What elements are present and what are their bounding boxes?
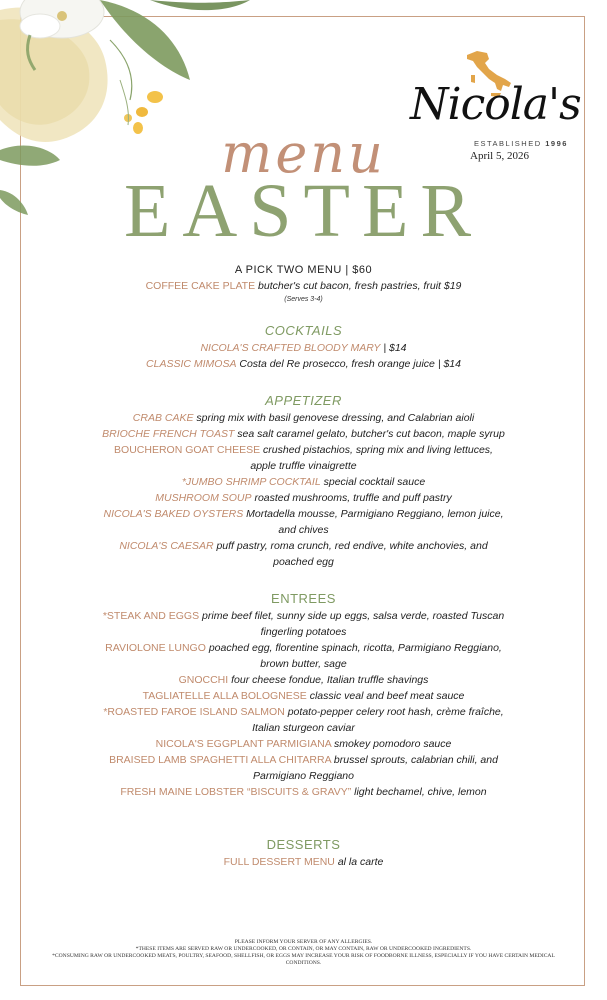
item-desc: roasted mushrooms, truffle and puff pastry: [254, 492, 452, 504]
item-name: CRAB CAKE: [132, 412, 194, 424]
item-desc: smokey pomodoro sauce: [334, 738, 452, 750]
disclaimer-foodborne: *CONSUMING RAW OR UNDERCOOKED MEATS, POULTRY, SEAFOOD, SHELLFISH, OR EGGS MAY INCREASE YOUR RISK OF FOODBORNE ILLNESS, ESPECIALLY IF YOU HAVE CERTAIN MEDICAL CONDITIONS.: [52, 953, 555, 966]
item-name: GNOCCHI: [178, 674, 229, 686]
item-name: NICOLA'S CRAFTED BLOODY MARY: [200, 342, 381, 354]
item-name: NICOLA'S EGGPLANT PARMIGIANA: [155, 738, 332, 750]
item-name: *STEAK AND EGGS: [102, 610, 200, 622]
item-desc: Costa del Re prosecco, fresh orange juice | $14: [239, 358, 461, 370]
item-desc: sea salt caramel gelato, butcher's cut bacon, maple syrup: [237, 428, 505, 440]
menu-item: [0, 854, 607, 870]
item-desc: puff pastry, roma crunch, red endive, white anchovies, and poached egg: [216, 540, 488, 568]
item-desc: classic veal and beef meat sauce: [309, 690, 465, 702]
disclaimer-raw-items: *THESE ITEMS ARE SERVED RAW OR UNDERCOOKED, OR CONTAIN, OR MAY CONTAIN, RAW OR UNDERCOOKED INGREDIENTS.: [135, 946, 472, 952]
item-name: *JUMBO SHRIMP COCKTAIL: [181, 476, 321, 488]
menu-item: [0, 538, 607, 570]
item-desc: crushed pistachios, spring mix and living lettuces, apple truffle vinaigrette: [250, 444, 493, 472]
menu-item: [0, 442, 607, 474]
section-title-cocktails: COCKTAILS: [264, 323, 343, 338]
menu-item: [0, 474, 607, 490]
item-desc: spring mix with basil genovese dressing, and Calabrian aioli: [196, 412, 475, 424]
established-year: 1996: [545, 139, 568, 148]
menu-item: [0, 340, 607, 356]
item-name: MUSHROOM SOUP: [155, 492, 252, 504]
item-desc: | $14: [383, 342, 407, 354]
coffee-cake-item: [0, 278, 607, 294]
pick-two-line: A PICK TWO MENU | $60: [234, 264, 373, 276]
menu-content: [0, 262, 607, 870]
menu-item: [0, 426, 607, 442]
menu-item: [0, 672, 607, 688]
section-title-appetizer: APPETIZER: [265, 393, 342, 408]
menu-item: [0, 736, 607, 752]
disclaimer-allergies: PLEASE INFORM YOUR SERVER OF ANY ALLERGIES.: [234, 939, 373, 945]
disclaimer: [40, 939, 567, 967]
item-desc: Mortadella mousse, Parmigiano Reggiano, lemon juice, and chives: [246, 508, 504, 536]
item-desc: prime beef filet, sunny side up eggs, salsa verde, roasted Tuscan fingerling potatoes: [202, 610, 505, 638]
item-name: BOUCHERON GOAT CHEESE: [114, 444, 261, 456]
menu-item: [0, 640, 607, 672]
item-name: CLASSIC MIMOSA: [146, 358, 237, 370]
item-name: BRAISED LAMB SPAGHETTI ALLA CHITARRA: [109, 754, 331, 766]
item-name: NICOLA'S CAESAR: [119, 540, 214, 552]
item-desc: brussel sprouts, calabrian chili, and Parmigiano Reggiano: [253, 754, 498, 782]
item-name: *ROASTED FAROE ISLAND SALMON: [103, 706, 285, 718]
item-name: FRESH MAINE LOBSTER “BISCUITS & GRAVY”: [120, 786, 352, 798]
serves-note: (Serves 3-4): [284, 296, 323, 303]
menu-item: [0, 506, 607, 538]
menu-item: [0, 752, 607, 784]
item-desc: poached egg, florentine spinach, ricotta, Parmigiano Reggiano, brown butter, sage: [208, 642, 502, 670]
menu-item: [0, 704, 607, 736]
item-name: FULL DESSERT MENU: [223, 856, 335, 868]
menu-item: [0, 410, 607, 426]
item-desc: butcher's cut bacon, fresh pastries, fruit $19: [258, 280, 462, 292]
section-title-entrees: ENTREES: [271, 591, 336, 606]
established-label: ESTABLISHED: [474, 139, 542, 148]
item-name: TAGLIATELLE ALLA BOLOGNESE: [142, 690, 307, 702]
item-desc: light bechamel, chive, lemon: [354, 786, 487, 798]
menu-item: [0, 608, 607, 640]
menu-item: [0, 784, 607, 800]
menu-item: [0, 490, 607, 506]
item-name: BRIOCHE FRENCH TOAST: [102, 428, 235, 440]
item-name: RAVIOLONE LUNGO: [105, 642, 206, 654]
section-title-desserts: DESSERTS: [266, 837, 341, 852]
item-desc: al la carte: [337, 856, 384, 868]
item-desc: potato-pepper celery root hash, crème fraîche, Italian sturgeon caviar: [252, 706, 504, 734]
menu-item: [0, 688, 607, 704]
easter-title: EASTER: [123, 169, 484, 253]
menu-date: April 5, 2026: [470, 150, 529, 162]
brand-logo: Nicola's: [410, 79, 581, 130]
item-desc: four cheese fondue, Italian truffle shavings: [231, 674, 429, 686]
menu-script-title: menu: [221, 122, 386, 185]
menu-item: [0, 356, 607, 372]
item-desc: special cocktail sauce: [323, 476, 426, 488]
item-name: COFFEE CAKE PLATE: [145, 280, 256, 292]
item-name: NICOLA'S BAKED OYSTERS: [103, 508, 244, 520]
